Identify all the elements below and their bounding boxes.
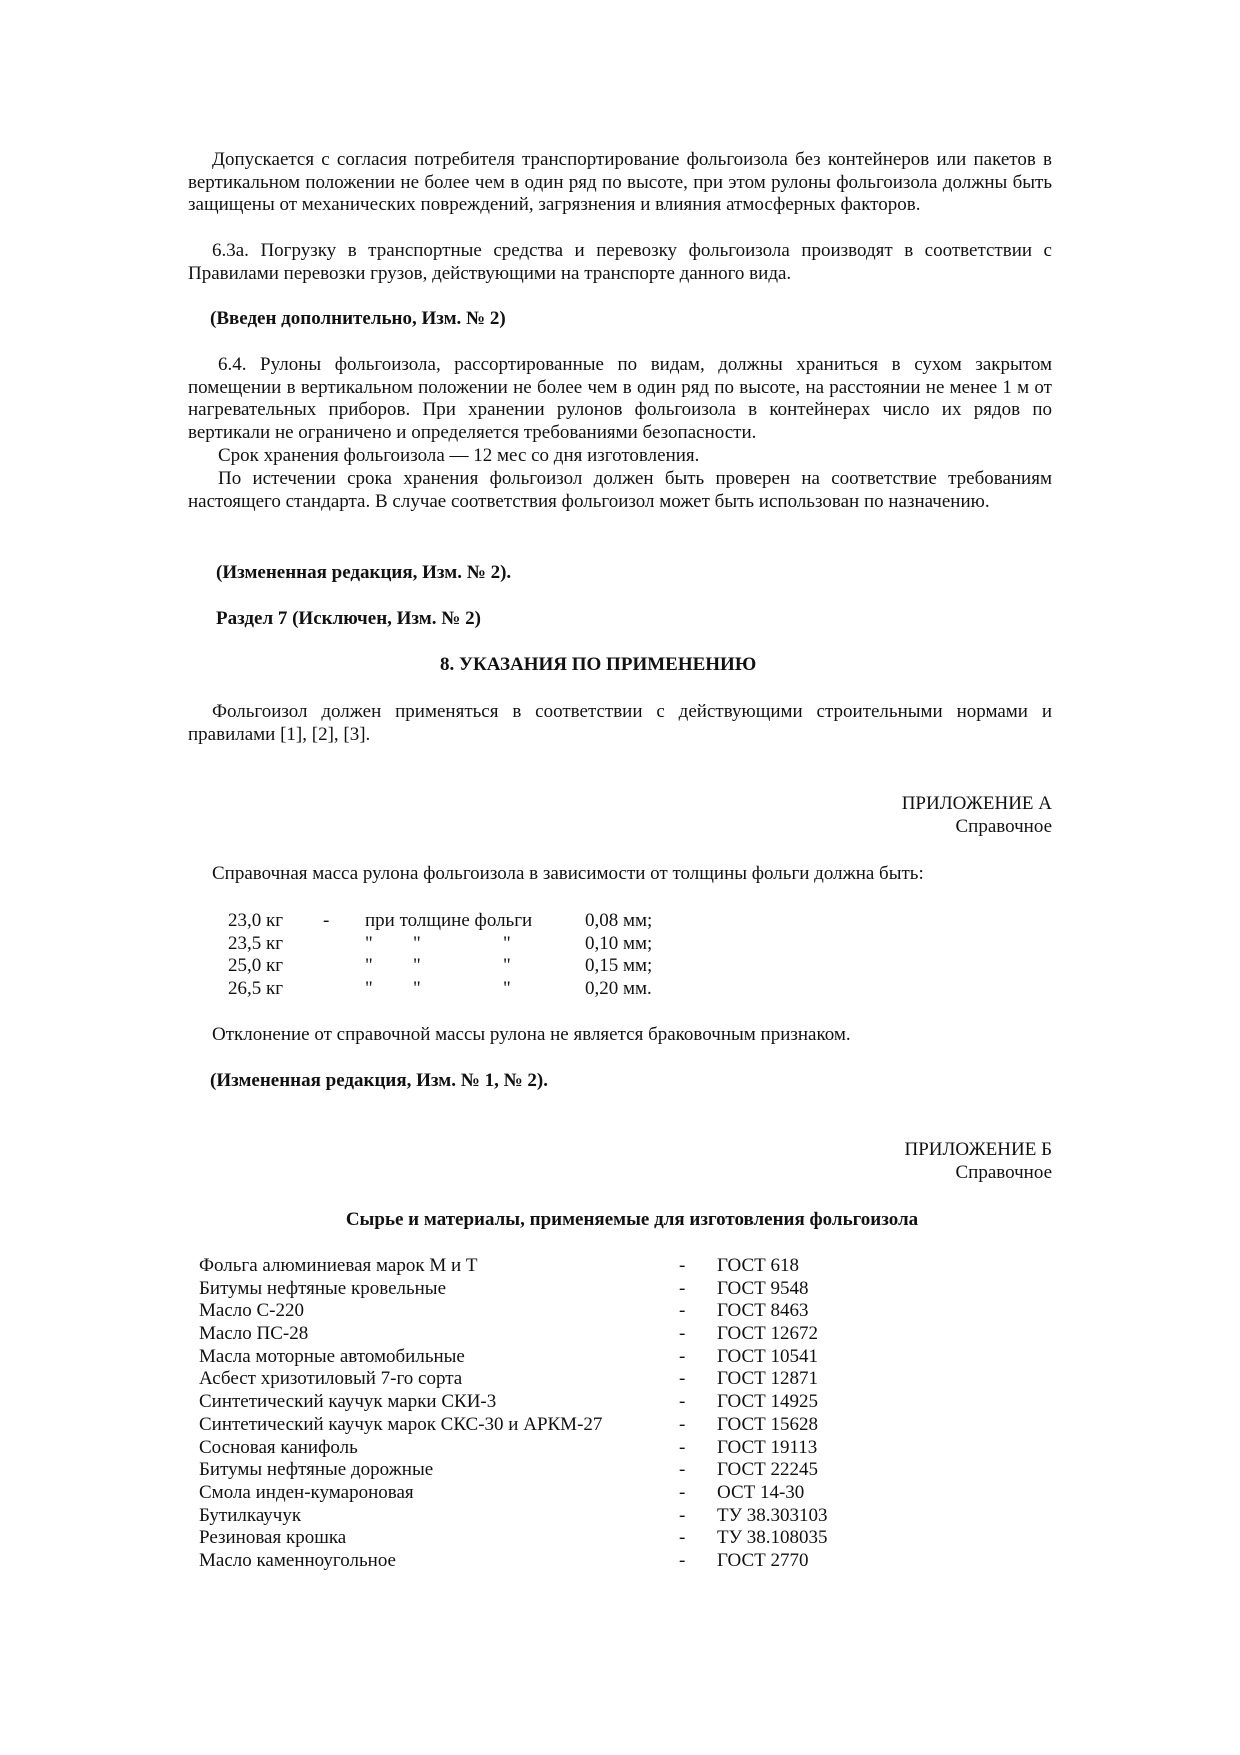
mass-row bbox=[228, 933, 652, 956]
ditto: " bbox=[503, 932, 511, 954]
dash: - bbox=[679, 1255, 686, 1276]
paragraph-application: Фольгоизол должен применяться в соответствии с действующими строительными нормами и правилами [1], [2], [3]. bbox=[188, 701, 1052, 745]
ditto: " bbox=[503, 978, 511, 1000]
standard: ГОСТ 14925 bbox=[717, 1391, 818, 1413]
dash: - bbox=[679, 1368, 686, 1390]
dash: - bbox=[323, 910, 330, 931]
dash: - bbox=[679, 1345, 686, 1367]
material-name: Масла моторные автомобильные bbox=[199, 1345, 465, 1367]
mass-row bbox=[228, 955, 652, 978]
material-row bbox=[199, 1527, 899, 1550]
appendix-b-type: Справочное bbox=[955, 1162, 1052, 1183]
dash: - bbox=[679, 1277, 686, 1299]
condition: при толщине фольги bbox=[365, 910, 533, 931]
material-row bbox=[199, 1368, 899, 1391]
paragraph-6-3a: 6.3а. Погрузку в транспортные средства и перевозку фольгоизола производят в соответствии с Правилами перевозки грузов, действующими на транспорте данного вида. bbox=[188, 240, 1052, 284]
standard: ГОСТ 19113 bbox=[717, 1436, 818, 1458]
standard: ГОСТ 12672 bbox=[717, 1323, 818, 1345]
material-name: Масло С-220 bbox=[199, 1300, 304, 1322]
appendix-b-title: ПРИЛОЖЕНИЕ Б bbox=[904, 1139, 1052, 1160]
ditto: " bbox=[365, 955, 373, 977]
thickness: 0,20 мм. bbox=[585, 978, 652, 1000]
standard: ГОСТ 9548 bbox=[717, 1277, 809, 1299]
mass: 26,5 кг bbox=[228, 978, 284, 1000]
material-row bbox=[199, 1255, 899, 1278]
dash: - bbox=[679, 1549, 686, 1571]
ditto: " bbox=[413, 955, 421, 977]
material-row bbox=[199, 1505, 899, 1528]
section-8-heading: 8. УКАЗАНИЯ ПО ПРИМЕНЕНИЮ bbox=[440, 654, 757, 675]
material-name: Синтетический каучук марки СКИ-3 bbox=[199, 1391, 497, 1413]
standard: ГОСТ 15628 bbox=[717, 1413, 818, 1435]
materials-list bbox=[199, 1255, 899, 1573]
appendix-b-heading: Сырье и материалы, применяемые для изготовления фольгоизола bbox=[345, 1209, 919, 1230]
dash: - bbox=[679, 1527, 686, 1549]
material-row bbox=[199, 1278, 899, 1301]
material-row bbox=[199, 1482, 899, 1505]
material-row bbox=[199, 1459, 899, 1482]
mass: 23,5 кг bbox=[228, 932, 284, 954]
appendix-a-type: Справочное bbox=[955, 816, 1052, 837]
ditto: " bbox=[413, 932, 421, 954]
dash: - bbox=[679, 1413, 686, 1435]
dash: - bbox=[679, 1481, 686, 1503]
paragraph-storage-term: Срок хранения фольгоизола — 12 мес со дня изготовления. bbox=[218, 445, 700, 466]
mass: 25,0 кг bbox=[228, 955, 284, 977]
amendment-note: (Измененная редакция, Изм. № 1, № 2). bbox=[210, 1070, 548, 1091]
amendment-note: (Измененная редакция, Изм. № 2). bbox=[216, 562, 512, 583]
section-7-note: Раздел 7 (Исключен, Изм. № 2) bbox=[216, 608, 481, 629]
standard: ГОСТ 618 bbox=[717, 1255, 799, 1276]
deviation-note: Отклонение от справочной массы рулона не является браковочным признаком. bbox=[212, 1024, 851, 1045]
standard: ГОСТ 12871 bbox=[717, 1368, 818, 1390]
material-name: Бутилкаучук bbox=[199, 1504, 302, 1526]
standard: ГОСТ 10541 bbox=[717, 1345, 818, 1367]
material-row bbox=[199, 1323, 899, 1346]
material-name: Масло каменноугольное bbox=[199, 1549, 396, 1571]
standard: ОСТ 14-30 bbox=[717, 1481, 805, 1503]
ditto: " bbox=[413, 978, 421, 1000]
material-name: Битумы нефтяные кровельные bbox=[199, 1277, 447, 1299]
mass-table bbox=[228, 910, 652, 1001]
mass-row bbox=[228, 978, 652, 1001]
mass: 23,0 кг bbox=[228, 910, 284, 931]
dash: - bbox=[679, 1323, 686, 1345]
ditto: " bbox=[503, 955, 511, 977]
material-row bbox=[199, 1346, 899, 1369]
ditto: " bbox=[365, 932, 373, 954]
material-row bbox=[199, 1300, 899, 1323]
paragraph-6-4: 6.4. Рулоны фольгоизола, рассортированные по видам, должны храниться в сухом закрытом помещении в вертикальном положении не более чем в один ряд по высоте, на расстоянии не менее 1 м от нагревательных приборов. При хранении рулонов фольгоизола в контейнерах число их рядов по вертикали не ограничено и определяется требованиями безопасности. bbox=[188, 354, 1052, 444]
material-row bbox=[199, 1550, 899, 1573]
paragraph: Допускается с согласия потребителя транспортирование фольгоизола без контейнеров или пакетов в вертикальном положении не более чем в один ряд по высоте, при этом рулоны фольгоизола должны быть защищены от механических повреждений, загрязнения и влияния атмосферных факторов. bbox=[188, 149, 1052, 216]
standard: ТУ 38.108035 bbox=[717, 1527, 828, 1549]
thickness: 0,08 мм; bbox=[585, 910, 653, 931]
material-name: Синтетический каучук марок СКС-30 и АРКМ-27 bbox=[199, 1413, 603, 1435]
paragraph-expiry: По истечении срока хранения фольгоизол должен быть проверен на соответствие требованиям настоящего стандарта. В случае соответствия фольгоизол может быть использован по назначению. bbox=[188, 468, 1052, 512]
dash: - bbox=[679, 1436, 686, 1458]
material-row bbox=[199, 1414, 899, 1437]
mass-row bbox=[228, 910, 652, 933]
material-name: Масло ПС-28 bbox=[199, 1323, 309, 1345]
amendment-note: (Введен дополнительно, Изм. № 2) bbox=[210, 308, 506, 329]
dash: - bbox=[679, 1504, 686, 1526]
ditto: " bbox=[365, 978, 373, 1000]
material-name: Сосновая канифоль bbox=[199, 1436, 358, 1458]
dash: - bbox=[679, 1459, 686, 1481]
standard: ТУ 38.303103 bbox=[717, 1504, 828, 1526]
material-name: Смола инден-кумароновая bbox=[199, 1481, 414, 1503]
material-name: Битумы нефтяные дорожные bbox=[199, 1459, 434, 1481]
material-name: Асбест хризотиловый 7-го сорта bbox=[199, 1368, 463, 1390]
dash: - bbox=[679, 1300, 686, 1322]
material-name: Фольга алюминиевая марок М и Т bbox=[199, 1255, 478, 1276]
material-row bbox=[199, 1391, 899, 1414]
appendix-a-intro: Справочная масса рулона фольгоизола в зависимости от толщины фольги должна быть: bbox=[212, 863, 924, 884]
standard: ГОСТ 8463 bbox=[717, 1300, 809, 1322]
standard: ГОСТ 22245 bbox=[717, 1459, 818, 1481]
dash: - bbox=[679, 1391, 686, 1413]
standard: ГОСТ 2770 bbox=[717, 1549, 809, 1571]
thickness: 0,10 мм; bbox=[585, 932, 653, 954]
thickness: 0,15 мм; bbox=[585, 955, 653, 977]
material-row bbox=[199, 1437, 899, 1460]
material-name: Резиновая крошка bbox=[199, 1527, 347, 1549]
appendix-a-title: ПРИЛОЖЕНИЕ А bbox=[901, 793, 1052, 814]
